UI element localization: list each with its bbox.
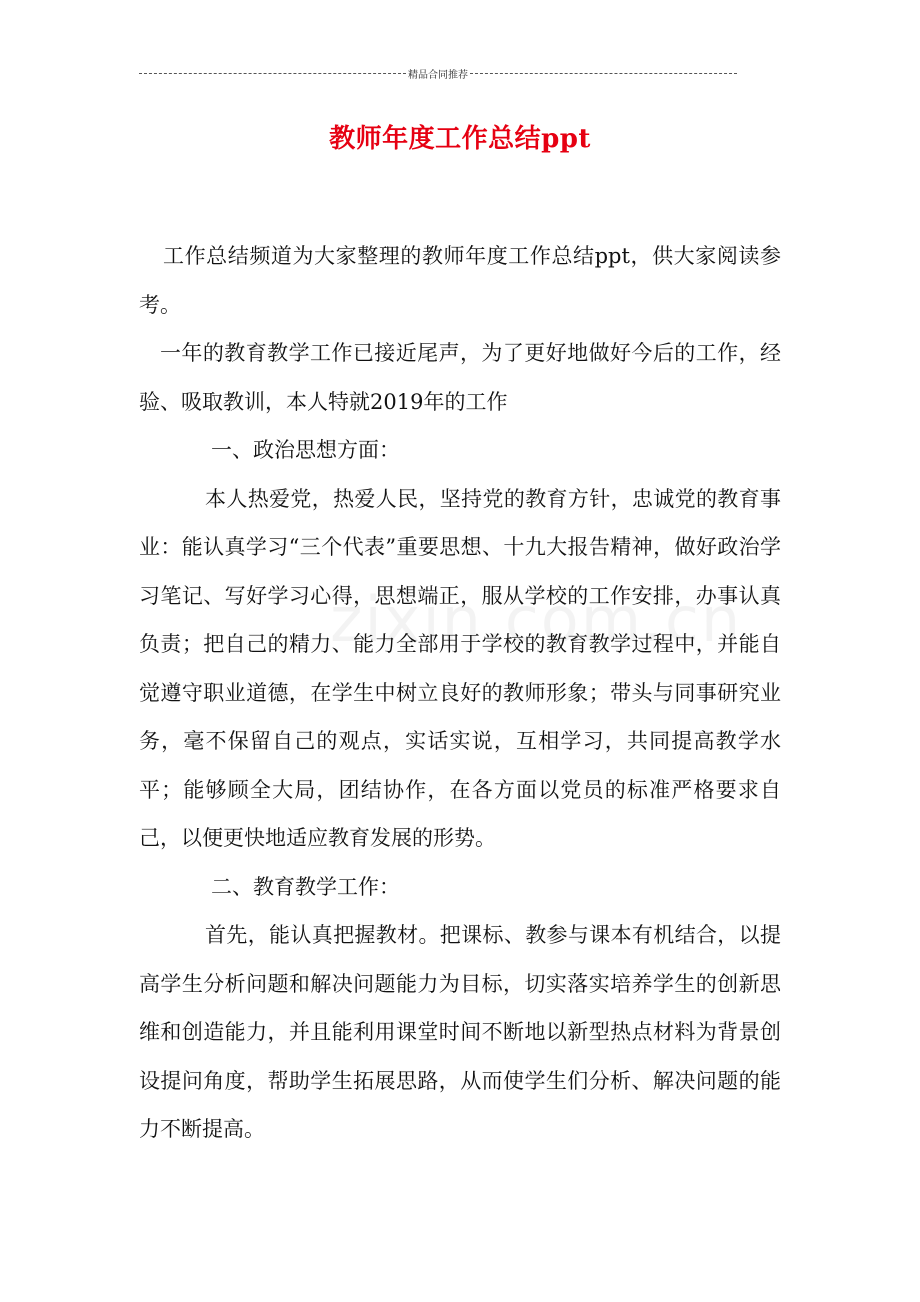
header-label: 精品合同推荐 [408, 70, 468, 81]
section-1-heading: 一、政治思想方面： [211, 438, 400, 462]
intro-paragraph: 工作总结频道为大家整理的教师年度工作总结ppt，供大家阅读参考。 [139, 244, 781, 317]
section-1-body: 本人热爱党，热爱人民，坚持党的教育方针，忠诚党的教育事业：能认真学习“三个代表”重要思想、十九大报告精神，做好政治学习笔记、写好学习心得，思想端正，服从学校的工作安排，办事认真负责；把自己的精力、能力全部用于学校的教育教学过程中，并能自觉遵守职业道德，在学生中树立良好的教师形象；带头与同事研究业务，毫不保留自己的观点，实话实说，互相学习，共同提高教学水平；能够顾全大局，团结协作，在各方面以党员的标准严格要求自己，以便更快地适应教育发展的形势。 [139, 486, 781, 850]
document-body [139, 232, 781, 1154]
section-2-heading: 二、教育教学工作： [211, 874, 400, 899]
header-dash-right [470, 73, 737, 74]
page-header [139, 66, 737, 81]
header-dash-left [139, 73, 406, 74]
document-title: 教师年度工作总结ppt [329, 124, 591, 154]
opening-paragraph: 一年的教育教学工作已接近尾声，为了更好地做好今后的工作，经验、吸取教训，本人特就2019年的工作 [139, 341, 781, 414]
section-2-body: 首先，能认真把握教材。把课标、教参与课本有机结合，以提高学生分析问题和解决问题能力为目标，切实落实培养学生的创新思维和创造能力，并且能利用课堂时间不断地以新型热点材料为背景创设提问角度，帮助学生拓展思路，从而使学生们分析、解决问题的能力不断提高。 [139, 923, 781, 1141]
